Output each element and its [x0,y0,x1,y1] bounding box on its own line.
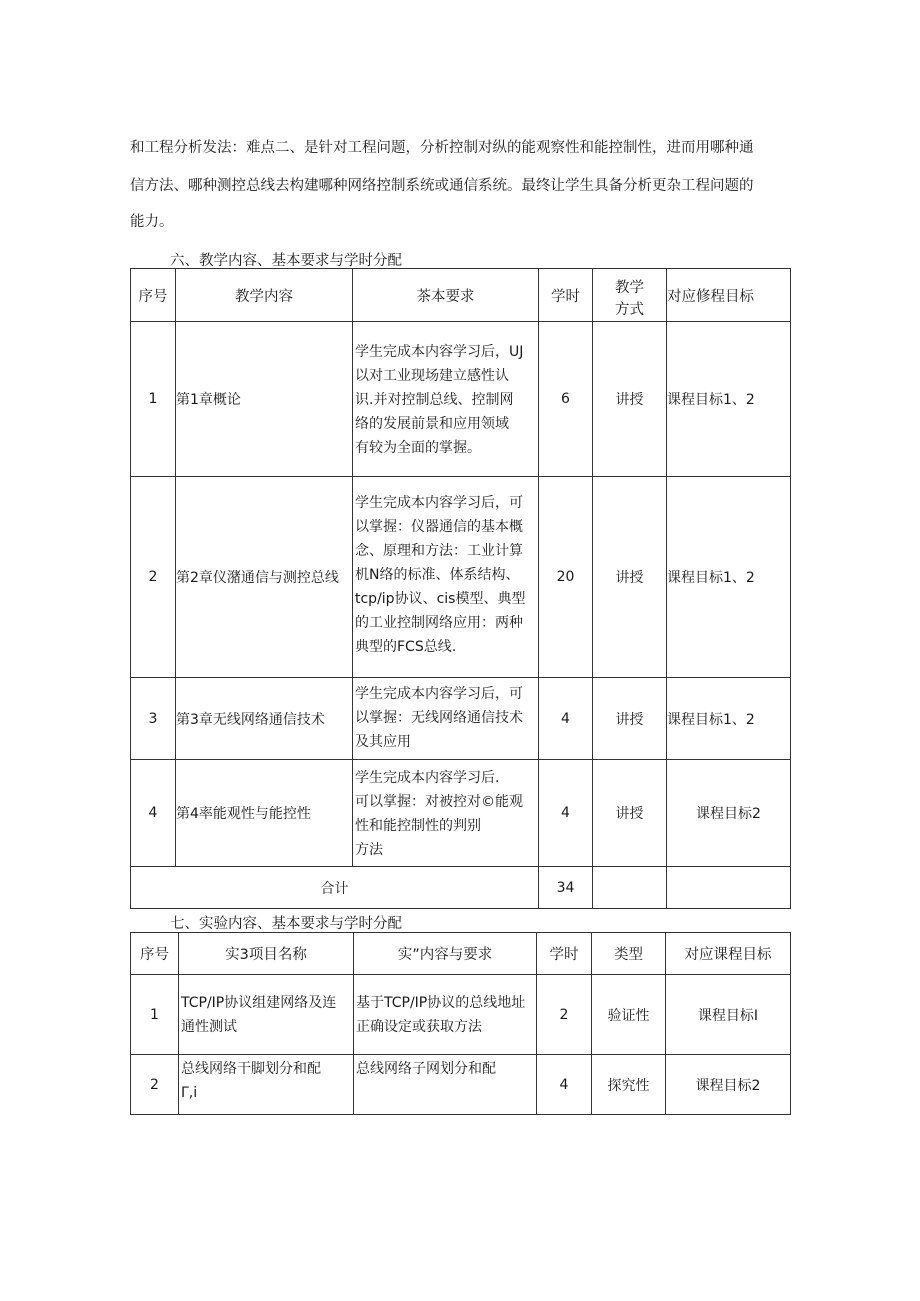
intro-line: 和工程分析发法：难点二、是针对工程问题，分析控制对纵的能观察性和能控制性，进而用哪种通 [130,140,754,156]
row-requirement: 学生完成本内容学习后，可 以掌握：无线网络通信技术 及其应用 [353,678,539,760]
row-hours: 4 [539,678,593,760]
table-row [131,975,791,1055]
header-no: 序号 [131,933,179,975]
row-method: 讲授 [593,322,667,477]
row-hours: 20 [539,477,593,678]
row-requirement: 总线网络子网划分和配 [354,1055,537,1115]
row-content: 第1章概论 [176,322,353,477]
section-6-title: 六、教学内容、基本要求与学时分配 [170,253,402,269]
header-type: 类型 [592,933,666,975]
row-method: 讲授 [593,760,667,867]
row-hours: 6 [539,322,593,477]
intro-line: 能力。 [130,214,174,230]
header-target: 对应课程目标 [666,933,791,975]
total-empty-cell [593,867,667,909]
row-target: 课程目标2 [667,760,791,867]
row-target: 课程目标I [666,975,791,1055]
row-type: 探究性 [592,1055,666,1115]
table-row [131,678,791,760]
row-requirement: 学生完成本内容学习后，可 以掌握：仪器通信的基本概 念、原理和方法：工业计算 机N络的标准、体系结构、 tcp/ip协议、cis模型、典型 的工业控制网络应用：两种 典型的FCS总线. [353,477,539,678]
total-hours: 34 [539,867,593,909]
row-requirement: 基于TCP/IP协议的总线地址 正确设定或获取方法 [354,975,537,1055]
header-hours: 学时 [539,269,593,322]
row-hours: 4 [537,1055,592,1115]
header-method: 教学 方式 [593,269,667,322]
row-no: 1 [131,975,179,1055]
experiment-content-table [130,932,791,1115]
total-empty-cell [667,867,791,909]
row-hours: 4 [539,760,593,867]
row-no: 4 [131,760,176,867]
table-header-row [131,269,791,322]
row-content: 第3章无线网络通信技术 [176,678,353,760]
table-row [131,760,791,867]
row-content: 第4率能观性与能控性 [176,760,353,867]
table-row [131,1055,791,1115]
row-method: 讲授 [593,678,667,760]
header-project-name: 实3项目名称 [179,933,354,975]
intro-line: 信方法、哪种测控总线去构建哪种网络控制系统或通信系统。最终让学生具备分析更杂工程问题的 [130,178,754,194]
row-target: 课程目标2 [666,1055,791,1115]
row-target: 课程目标1、2 [667,477,791,678]
row-hours: 2 [537,975,592,1055]
table-header-row [131,933,791,975]
row-no: 1 [131,322,176,477]
teaching-content-table [130,268,791,909]
row-name: TCP/IP协议组建网络及连 通性测试 [179,975,354,1055]
total-row [131,867,791,909]
row-target: 课程目标1、2 [667,678,791,760]
row-no: 2 [131,1055,179,1115]
total-label: 合计 [131,867,539,909]
row-requirement: 学生完成本内容学习后，UJ 以对工业现场建立感性认 识.并对控制总线、控制网 络的发展前景和应用领域 有较为全面的掌握。 [353,322,539,477]
header-hours: 学时 [537,933,592,975]
header-target: 对应修程目标 [667,269,791,322]
row-target: 课程目标1、2 [667,322,791,477]
header-requirement: 茶本要求 [353,269,539,322]
header-content-requirement: 实”内容与要求 [354,933,537,975]
table-row [131,322,791,477]
header-no: 序号 [131,269,176,322]
row-method: 讲授 [593,477,667,678]
row-type: 验证性 [592,975,666,1055]
header-content: 教学内容 [176,269,353,322]
row-requirement: 学生完成本内容学习后. 可以掌握：对被控对©能观 性和能控制性的判别 方法 [353,760,539,867]
row-no: 3 [131,678,176,760]
table-row [131,477,791,678]
section-7-title: 七、实验内容、基本要求与学时分配 [170,916,402,932]
row-content: 第2章仪潴通信与测控总线 [176,477,353,678]
row-no: 2 [131,477,176,678]
row-name: 总线网络干脚划分和配 Γ,i [179,1055,354,1115]
